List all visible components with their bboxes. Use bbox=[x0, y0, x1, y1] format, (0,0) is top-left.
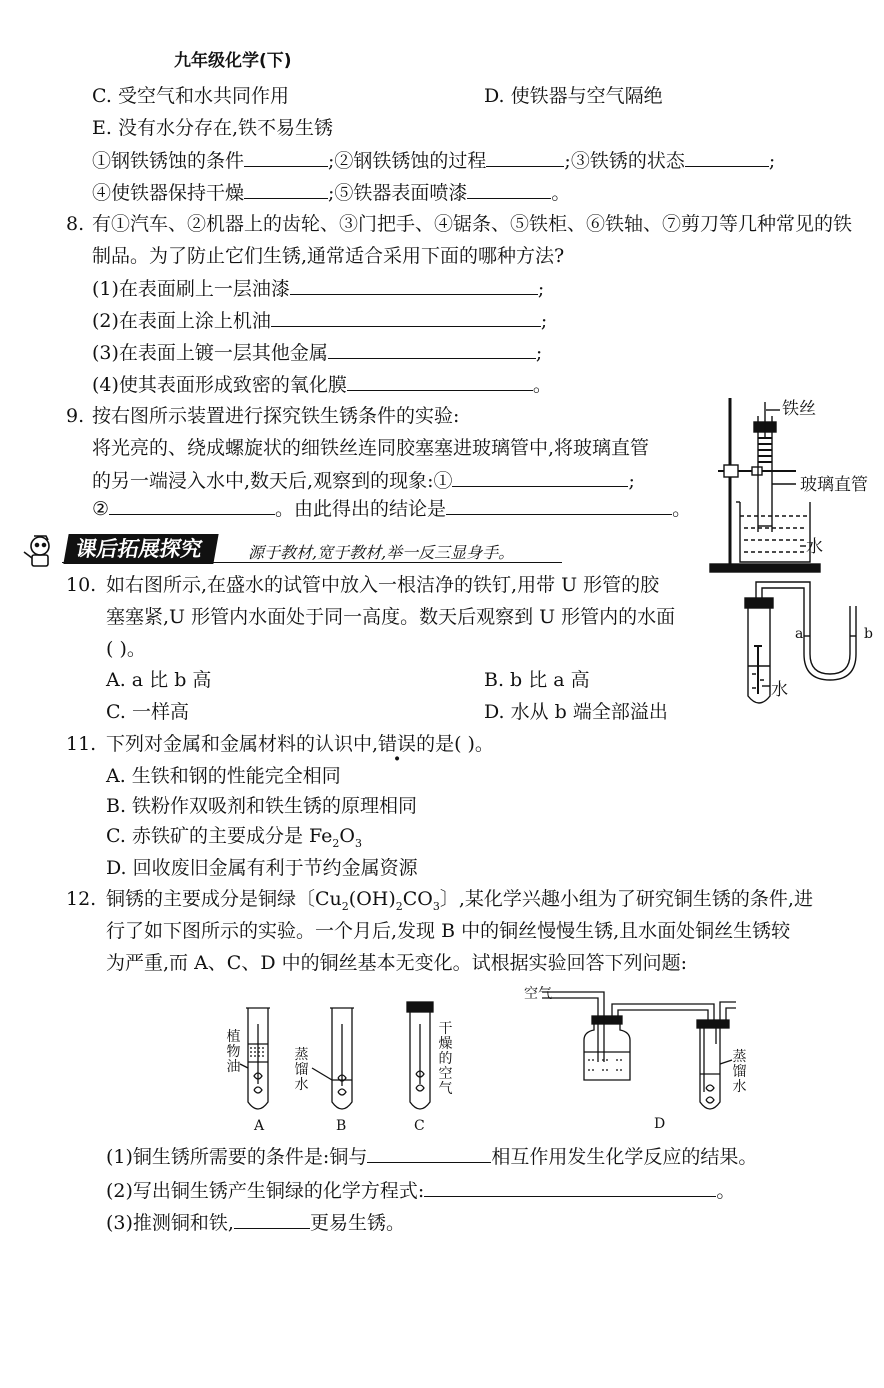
q12-sub1-tail: 相互作用发生化学反应的结果。 bbox=[491, 1146, 758, 1168]
q7-option-d: D. 使铁器与空气隔绝 bbox=[484, 85, 663, 107]
q9-label-tube: 玻璃直管 bbox=[800, 475, 868, 495]
q8-sub4-end: 。 bbox=[532, 374, 552, 396]
q7-option-c: C. 受空气和水共同作用 bbox=[92, 85, 289, 107]
q11-option-c-text: C. 赤铁矿的主要成分是 Fe bbox=[106, 825, 333, 847]
q12-label-d: D bbox=[654, 1116, 666, 1132]
q8-sub3 bbox=[92, 340, 542, 365]
q11-stem-emphasis: 错误 bbox=[378, 733, 417, 755]
q10-answer-paren[interactable]: ( )。 bbox=[106, 638, 146, 660]
q12-label-distilled-water: 蒸馏水 bbox=[294, 1047, 309, 1093]
q12-l1-d: 〕,某化学兴趣小组为了研究铜生锈的条件,进 bbox=[439, 888, 813, 910]
q8-number: 8. bbox=[66, 213, 85, 235]
q9-stem-line4 bbox=[92, 496, 691, 521]
q12-sub2-end: 。 bbox=[716, 1180, 736, 1202]
q7-semi: ; bbox=[768, 150, 776, 172]
q9-label-wire: 铁丝 bbox=[782, 399, 816, 419]
q10-option-c[interactable]: C. 一样高 bbox=[106, 701, 189, 723]
q12-l1-sub2: 2 bbox=[395, 899, 403, 913]
q12-stem-line2: 行了如下图所示的实验。一个月后,发现 B 中的铜丝慢慢生锈,且水面处铜丝生锈较 bbox=[106, 920, 791, 942]
q8-sub4 bbox=[92, 372, 552, 397]
q9-obs1-blank[interactable] bbox=[452, 468, 628, 487]
q7-item5-blank[interactable] bbox=[467, 180, 551, 199]
q7-item3-label: ;③铁锈的状态 bbox=[564, 150, 685, 172]
q12-number: 12. bbox=[66, 888, 97, 910]
q12-sub2-blank[interactable] bbox=[424, 1178, 716, 1197]
section-banner bbox=[18, 532, 558, 568]
q11-option-c-sub2: 3 bbox=[354, 836, 362, 850]
q9-end: 。 bbox=[672, 498, 692, 520]
q12-l1-a: 铜锈的主要成分是铜绿〔Cu bbox=[106, 888, 342, 910]
q9-obs-label: 的另一端浸入水中,数天后,观察到的现象:① bbox=[92, 470, 453, 492]
q9-semi: ; bbox=[628, 470, 635, 492]
q12-label-air: 空气 bbox=[524, 986, 552, 1002]
q7-item4-label: ④使铁器保持干燥 bbox=[92, 182, 245, 204]
q12-l1-sub3: 3 bbox=[432, 899, 440, 913]
q8-sub4-label: (4)使其表面形成致密的氧化膜 bbox=[92, 374, 347, 396]
banner-character-icon bbox=[18, 532, 64, 568]
banner-subtitle: 源于教材,宽于教材,举一反三显身手。 bbox=[248, 543, 515, 562]
q10-number: 10. bbox=[66, 574, 97, 596]
q8-sub2-semi: ; bbox=[540, 310, 548, 332]
q12-sub3-label: (3)推测铜和铁, bbox=[106, 1212, 234, 1234]
q12-stem-line3: 为严重,而 A、C、D 中的铜丝基本无变化。试根据实验回答下列问题: bbox=[106, 952, 688, 974]
q7-item4-blank[interactable] bbox=[244, 180, 328, 199]
q12-sub1-blank[interactable] bbox=[367, 1144, 491, 1163]
q10-stem-line2: 塞塞紧,U 形管内水面处于同一高度。数天后观察到 U 形管内的水面 bbox=[106, 606, 676, 628]
q12-label-a: A bbox=[254, 1118, 265, 1134]
q7-item5-label: ;⑤铁器表面喷漆 bbox=[328, 182, 468, 204]
q9-obs2-label: ② bbox=[92, 498, 110, 520]
q10-label-b: b bbox=[864, 626, 873, 642]
q11-option-c[interactable] bbox=[106, 824, 362, 856]
q7-item1-blank[interactable] bbox=[244, 148, 328, 167]
q10-label-water: 水 bbox=[771, 680, 788, 700]
q11-stem-part2[interactable]: 的是( )。 bbox=[416, 733, 494, 755]
q12-sub3-blank[interactable] bbox=[234, 1210, 310, 1229]
q7-fill-line2 bbox=[92, 180, 570, 205]
q9-obs2-blank[interactable] bbox=[109, 496, 275, 515]
q11-option-c-sub1: 2 bbox=[332, 836, 340, 850]
q9-stem-line3 bbox=[92, 468, 635, 493]
q11-number: 11. bbox=[66, 733, 97, 755]
q12-label-oil: 植物油 bbox=[226, 1029, 241, 1075]
q12-label-b: B bbox=[336, 1118, 347, 1134]
q8-stem-line2: 制品。为了防止它们生锈,通常适合采用下面的哪种方法? bbox=[92, 245, 565, 267]
q11-stem-part1: 下列对金属和金属材料的认识中, bbox=[106, 733, 379, 755]
q8-sub2 bbox=[92, 308, 547, 333]
q7-end: 。 bbox=[551, 182, 571, 204]
q9-conclusion-blank[interactable] bbox=[446, 496, 672, 515]
q9-number: 9. bbox=[66, 405, 85, 427]
q8-sub3-blank[interactable] bbox=[328, 340, 536, 359]
q9-stem-line1: 按右图所示装置进行探究铁生锈条件的实验: bbox=[92, 405, 460, 427]
q8-sub1 bbox=[92, 276, 544, 301]
q7-item3-blank[interactable] bbox=[685, 148, 769, 167]
q10-option-d[interactable]: D. 水从 b 端全部溢出 bbox=[484, 701, 668, 723]
q12-sub1-label: (1)铜生锈所需要的条件是:铜与 bbox=[106, 1146, 368, 1168]
page-header: 九年级化学(下) bbox=[174, 51, 292, 71]
q11-option-c-o: O bbox=[339, 825, 355, 847]
q7-fill-line1 bbox=[92, 148, 775, 173]
q8-sub1-label: (1)在表面刷上一层油漆 bbox=[92, 278, 290, 300]
banner-underline bbox=[62, 562, 562, 563]
q8-sub2-label: (2)在表面上涂上机油 bbox=[92, 310, 271, 332]
q12-sub2-label: (2)写出铜生锈产生铜绿的化学方程式: bbox=[106, 1180, 425, 1202]
q12-sub3-tail: 更易生锈。 bbox=[309, 1212, 405, 1234]
q8-sub1-blank[interactable] bbox=[290, 276, 538, 295]
q9-conclusion-label: 。由此得出的结论是 bbox=[275, 498, 447, 520]
q7-option-e: E. 没有水分存在,铁不易生锈 bbox=[92, 117, 333, 139]
q11-option-a[interactable]: A. 生铁和钢的性能完全相同 bbox=[106, 765, 341, 787]
q10-utube-figure bbox=[738, 576, 878, 716]
q7-item1-label: ①钢铁锈蚀的条件 bbox=[92, 150, 245, 172]
q9-stem-line2: 将光亮的、绕成螺旋状的细铁丝连同胶塞塞进玻璃管中,将玻璃直管 bbox=[92, 437, 650, 459]
q12-l1-sub1: 2 bbox=[341, 899, 349, 913]
q12-sub2 bbox=[106, 1178, 735, 1203]
q12-label-distilled-water-d: 蒸馏水 bbox=[732, 1049, 747, 1095]
q12-label-dry-air: 干燥的空气 bbox=[438, 1021, 453, 1097]
q8-sub4-blank[interactable] bbox=[347, 372, 533, 391]
q10-option-a[interactable]: A. a 比 b 高 bbox=[106, 669, 212, 691]
banner-title: 课后拓展探究 bbox=[63, 534, 218, 564]
q9-label-water: 水 bbox=[806, 537, 823, 557]
q12-l1-b: (OH) bbox=[348, 888, 396, 910]
q11-option-d[interactable]: D. 回收废旧金属有利于节约金属资源 bbox=[106, 857, 418, 879]
q12-stem-line1 bbox=[106, 887, 813, 919]
q8-sub3-semi: ; bbox=[535, 342, 543, 364]
q11-option-b[interactable]: B. 铁粉作双吸剂和铁生锈的原理相同 bbox=[106, 795, 418, 817]
q8-sub1-semi: ; bbox=[537, 278, 545, 300]
q7-item2-blank[interactable] bbox=[486, 148, 564, 167]
q12-sub3 bbox=[106, 1210, 405, 1235]
q7-item2-label: ;②钢铁锈蚀的过程 bbox=[328, 150, 487, 172]
q8-sub2-blank[interactable] bbox=[271, 308, 541, 327]
q8-sub3-label: (3)在表面上镀一层其他金属 bbox=[92, 342, 328, 364]
q11-stem bbox=[106, 732, 494, 756]
q10-option-b[interactable]: B. b 比 a 高 bbox=[484, 669, 590, 691]
q10-stem-line1: 如右图所示,在盛水的试管中放入一根洁净的铁钉,用带 U 形管的胶 bbox=[106, 574, 660, 596]
q12-l1-c: CO bbox=[402, 888, 433, 910]
q10-label-a: a bbox=[795, 626, 804, 642]
q8-stem-line1: 有①汽车、②机器上的齿轮、③门把手、④锯条、⑤铁柜、⑥铁轴、⑦剪刀等几种常见的铁 bbox=[92, 213, 853, 235]
q12-label-c: C bbox=[414, 1118, 425, 1134]
q12-sub1 bbox=[106, 1144, 757, 1169]
